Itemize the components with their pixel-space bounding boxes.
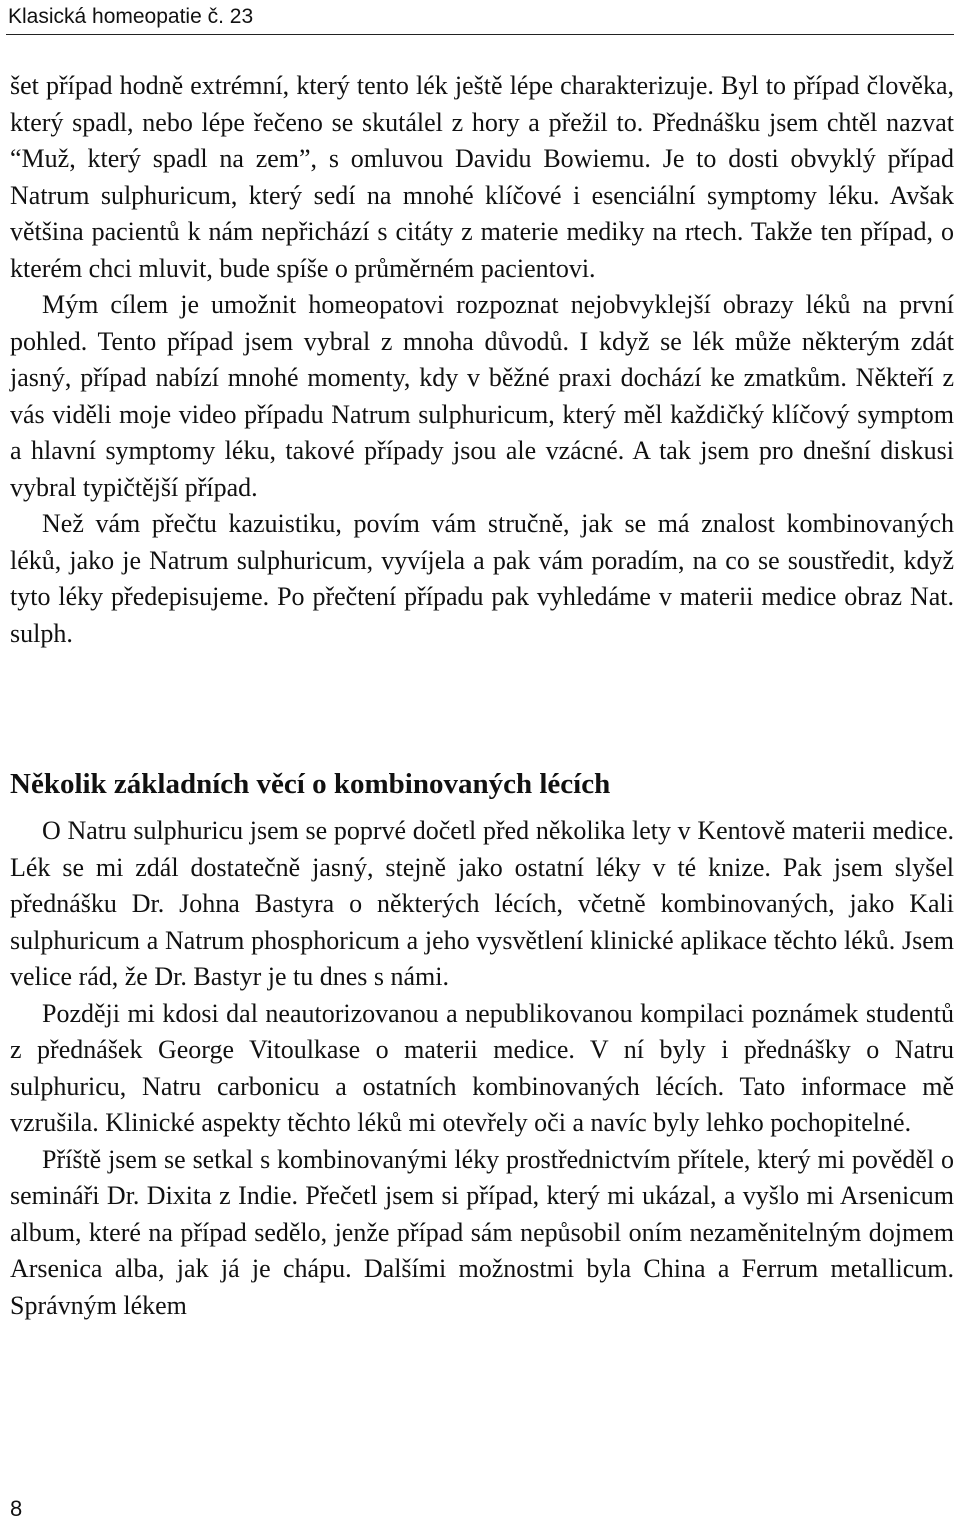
paragraph: Později mi kdosi dal neautorizovanou a nepublikovanou kompilaci poznámek studentů z přednášek George Vitoulkase o materii medice. V ní byly i přednášky o Natru sulphuricu, Natru carbonicu a ostatních kombinovaných lécích. Tato informace mě vzrušila. Klinické aspekty těchto léků mi otevřely oči a navíc byly lehko pochopitelné.: [10, 998, 954, 1137]
section-heading: Několik základních věcí o kombinovaných lécích: [10, 768, 611, 800]
header-divider: [6, 34, 954, 35]
paragraph: Mým cílem je umožnit homeopatovi rozpoznat nejobvyklejší obrazy léků na první pohled. Tento případ jsem vybral z mnoha důvodů. I když se lék může některým zdát jasný, případ nabízí mnohé momenty, kdy v běžné praxi dochází ke zmatkům. Někteří z vás viděli moje video případu Natrum sulphuricum, který měl každičký klíčový symptom a hlavní symptomy léku, takové případy jsou ale vzácné. A tak jsem pro dnešní diskusi vybral typičtější případ.: [10, 290, 954, 502]
paragraph: Příště jsem se setkal s kombinovanými léky prostřednictvím přítele, který mi pověděl o semináři Dr. Dixita z Indie. Přečetl jsem si případ, který mi ukázal, a vyšlo mi Arsenicum album, které na případ sedělo, jenže případ sám nepůsobil oním nezaměnitelným dojmem Arsenica alba, jak já je chápu. Dalšími možnostmi byla China a Ferrum metallicum. Správným lékem: [10, 1144, 954, 1320]
paragraph: Než vám přečtu kazuistiku, povím vám stručně, jak se má znalost kombinovaných léků, jako je Natrum sulphuricum, vyvíjela a pak vám poradím, na co se soustředit, když tyto léky předepisujeme. Po přečtení případu pak vyhledáme v materii medice obraz Nat. sulph.: [10, 509, 954, 648]
paragraph-continuation: šet případ hodně extrémní, který tento lék ještě lépe charakterizuje. Byl to případ člověka, který spadl, nebo lépe řečeno se skutálel z hory a přežil to. Přednášku jsem chtěl nazvat “Muž, který spadl na zem”, s omluvou Davidu Bowiemu. Je to dosti obvyklý případ Natrum sulphuricum, který sedí na mnohé klíčové i esenciální symptomy léku. Avšak většina pacientů k nám nepřichází s citáty z materie mediky na rtech. Takže ten případ, o kterém chci mluvit, bude spíše o průměrném pacientovi.: [10, 71, 954, 283]
intro-text: [10, 68, 954, 652]
running-header-title: Klasická homeopatie č. 23: [8, 5, 254, 28]
section-text: [10, 813, 954, 1324]
page-number: 8: [10, 1496, 23, 1521]
paragraph: O Natru sulphuricu jsem se poprvé dočetl před několika lety v Kentově materii medice. Lék se mi zdál dostatečně jasný, stejně jako ostatní léky v té knize. Pak jsem slyšel přednášku Dr. Johna Bastyra o některých lécích, včetně kombinovaných, jako Kali sulphuricum a Natrum phosphoricum a jeho vysvětlení klinické aplikace těchto léků. Jsem velice rád, že Dr. Bastyr je tu dnes s námi.: [10, 816, 954, 991]
